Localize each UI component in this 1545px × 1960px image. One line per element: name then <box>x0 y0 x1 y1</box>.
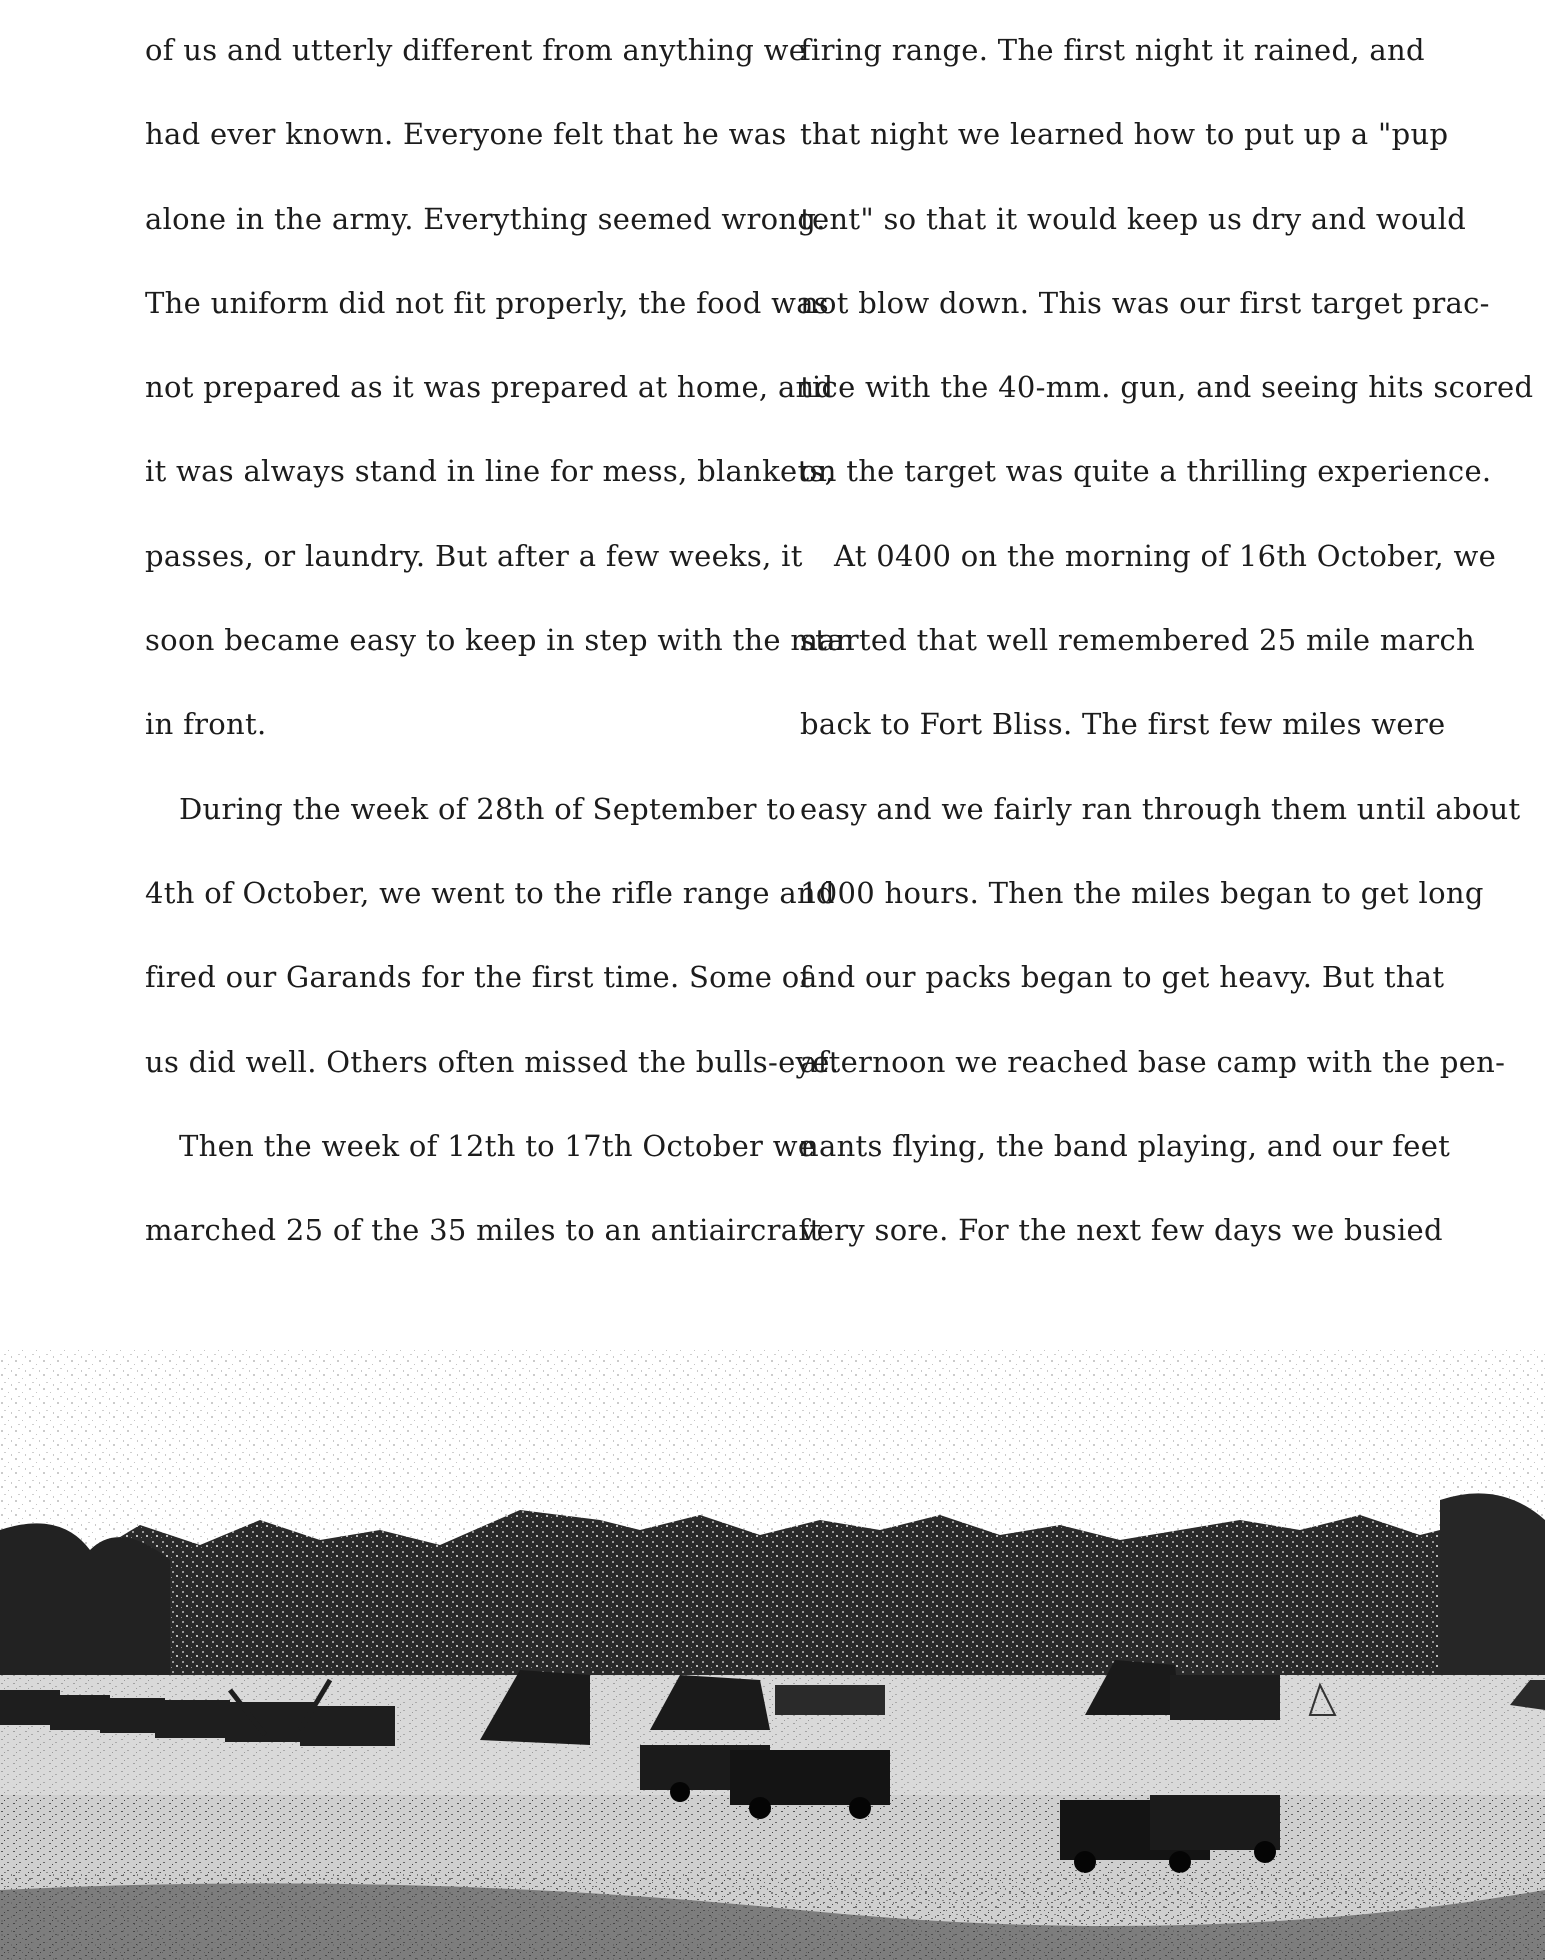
text-line: not blow down. This was our first target prac- <box>800 285 1490 320</box>
right-column <box>800 20 1534 1284</box>
photo-illustration <box>0 1330 1545 1960</box>
text-body <box>140 20 1534 1280</box>
text-line: and our packs began to get heavy. But that <box>800 960 1445 995</box>
text-line: marched 25 of the 35 miles to an antiaircraft <box>145 1213 822 1248</box>
text-line: alone in the army. Everything seemed wrong. <box>145 201 826 236</box>
field-camp-photo <box>0 1330 1545 1960</box>
text-line: had ever known. Everyone felt that he was <box>145 117 787 152</box>
text-line: of us and utterly different from anything we <box>145 33 807 67</box>
truck <box>1150 1795 1280 1850</box>
text-line: nants flying, the band playing, and our feet <box>800 1128 1451 1163</box>
text-line: The uniform did not fit properly, the food was <box>145 285 829 320</box>
text-line: tice with the 40-mm. gun, and seeing hits scored <box>800 370 1534 405</box>
foreground-grain <box>0 1870 1545 1960</box>
text-line: soon became easy to keep in step with the man <box>145 623 855 658</box>
sky-grain <box>0 1350 1545 1550</box>
text-line: on the target was quite a thrilling experience. <box>800 454 1492 489</box>
left-column <box>145 20 855 1284</box>
text-line: very sore. For the next few days we busied <box>800 1213 1443 1248</box>
text-line: in front. <box>145 707 267 742</box>
text-line: firing range. The first night it rained, and <box>800 33 1425 67</box>
truck <box>775 1685 885 1715</box>
text-line: started that well remembered 25 mile march <box>800 623 1475 658</box>
half-track <box>730 1750 890 1805</box>
text-line: Then the week of 12th to 17th October we <box>179 1128 816 1163</box>
text-line: us did well. Others often missed the bulls-eye. <box>145 1044 840 1079</box>
tree-cluster-right <box>1440 1493 1545 1690</box>
truck <box>1170 1675 1280 1720</box>
text-line: fired our Garands for the first time. Some of <box>145 960 811 995</box>
text-line: 1000 hours. Then the miles began to get long <box>800 875 1484 910</box>
text-line: back to Fort Bliss. The first few miles were <box>800 707 1446 742</box>
text-line: tent" so that it would keep us dry and would <box>800 201 1467 236</box>
text-line: At 0400 on the morning of 16th October, we <box>834 538 1497 573</box>
tree-cluster-left <box>0 1523 170 1690</box>
tree-line <box>0 1510 1545 1690</box>
text-line: passes, or laundry. But after a few weeks, it <box>145 538 803 573</box>
text-line: During the week of 28th of September to <box>179 791 796 826</box>
text-line: that night we learned how to put up a "pup <box>800 117 1449 152</box>
text-line: 4th of October, we went to the rifle range and <box>145 875 835 910</box>
text-line: not prepared as it was prepared at home, and <box>145 370 834 405</box>
text-line: it was always stand in line for mess, blankets, <box>145 454 835 489</box>
text-line: easy and we fairly ran through them until about <box>800 791 1521 826</box>
text-line: afternoon we reached base camp with the pen- <box>800 1044 1506 1079</box>
